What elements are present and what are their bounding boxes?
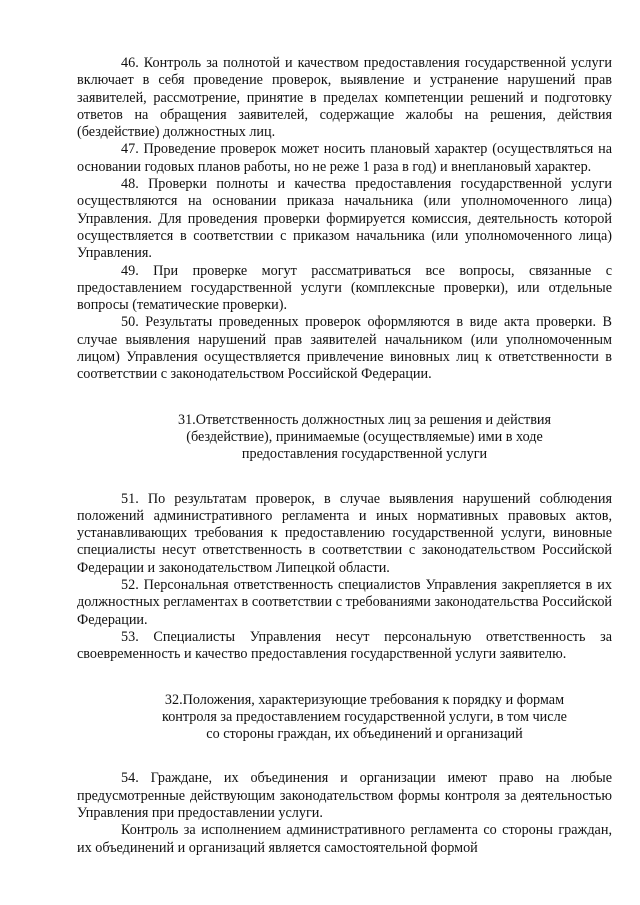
section-heading-32 [77, 692, 612, 744]
paragraph-47: 47. Проведение проверок может носить плановый характер (осуществляться на основании годовых планов работы, но не реже 1 раза в год) и внеплановый характер. [77, 141, 612, 175]
paragraph-51: 51. По результатам проверок, в случае выявления нарушений соблюдения положений административного регламента и иных нормативных правовых актов, устанавливающих требования к предоставлению государственной услуги, виновные специалисты несут ответственность в соответствии с законодательством Российской Федерации и законодательством Липецкой области. [77, 490, 612, 576]
paragraph-53: 53. Специалисты Управления несут персональную ответственность за своевременность и качество предоставления государственной услуги заявителю. [77, 628, 612, 663]
paragraph-54: 54. Граждане, их объединения и организации имеют право на любые предусмотренные действующим законодательством формы контроля за деятельностью Управления при предоставлении услуги. [77, 770, 612, 821]
paragraph-49: 49. При проверке могут рассматриваться все вопросы, связанные с предоставлением государственной услуги (комплексные проверки), или отдельные вопросы (тематические проверки). [77, 262, 612, 314]
paragraph-46: 46. Контроль за полнотой и качеством предоставления государственной услуги включает в себя проведение проверок, выявление и устранение нарушений прав заявителей, рассмотрение, принятие в пределах компетенции решений и подготовку ответов на обращения заявителей, содержащие жалобы на решения, действия (бездействие) должностных лиц. [77, 55, 612, 141]
heading-31-line: 31.Ответственность должностных лиц за решения и действия [177, 411, 552, 428]
paragraph-52: 52. Персональная ответственность специалистов Управления закрепляется в их должностных регламентах в соответствии с требованиями законодательства Российской Федерации. [77, 577, 612, 628]
heading-31-line: (бездействие), принимаемые (осуществляемые) ими в ходе [186, 428, 543, 445]
spacer [77, 464, 612, 491]
paragraph-control: Контроль за исполнением административного регламента со стороны граждан, их объединений и организаций является самостоятельной формой [77, 822, 612, 856]
paragraph-48: 48. Проверки полноты и качества предоставления государственной услуги осуществляются на основании приказа начальника (или уполномоченного лица) Управления. Для проведения проверки формируется комиссия, деятельность которой осуществляется в соответствии с приказом начальника (или уполномоченного лица) Управления. [77, 176, 612, 262]
heading-32-line: со стороны граждан, их объединений и организаций [206, 726, 523, 743]
spacer [77, 743, 612, 770]
heading-31-line: предоставления государственной услуги [241, 446, 488, 463]
heading-32-line: контроля за предоставлением государственной услуги, в том числе [162, 708, 567, 725]
paragraph-50: 50. Результаты проведенных проверок оформляются в виде акта проверки. В случае выявления нарушений прав заявителей начальником (или уполномоченным лицом) Управления осуществляется привлечение виновных лиц к ответственности в соответствии с законодательством Российской Федерации. [77, 314, 612, 383]
section-heading-31 [77, 412, 612, 464]
heading-32-line: 32.Положения, характеризующие требования к порядку и формам [164, 691, 565, 708]
